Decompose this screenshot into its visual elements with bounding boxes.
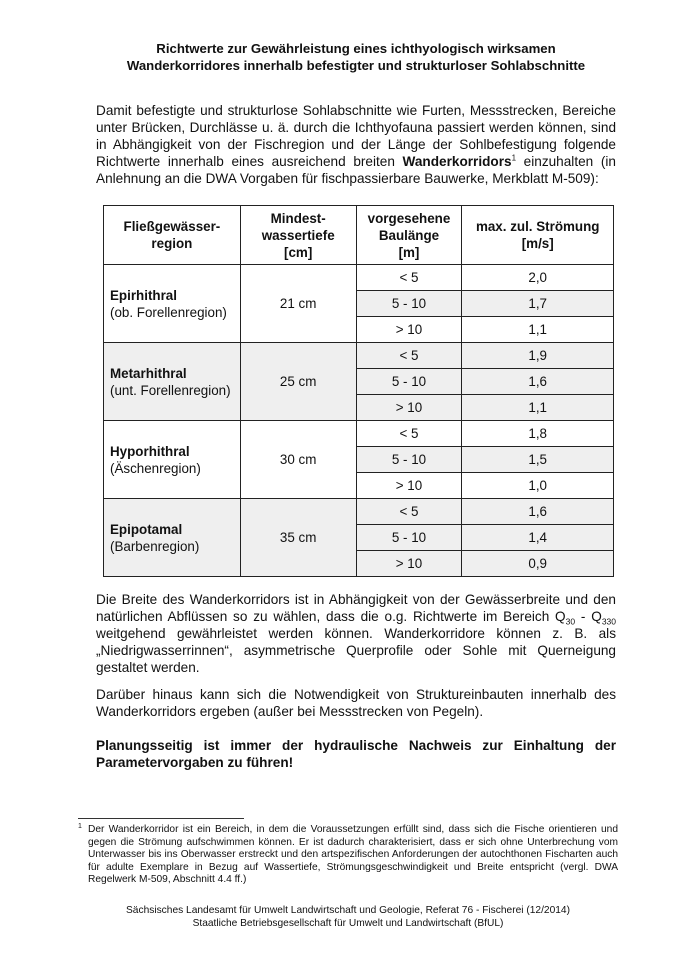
paragraph-structures: Darüber hinaus kann sich die Notwendigkeit von Struktureinbauten innerhalb des Wanderkorridors ergeben (außer bei Messstrecken von Pegeln). bbox=[96, 687, 616, 719]
p1-text-after: weitgehend gewährleistet werden können. Wanderkorridore können z. B. als „Niedrigwasserrinnen“, asymmetrische Querprofile oder Sohle mit Querneigung gestaltet werden. bbox=[96, 626, 616, 675]
length-cell: > 10 bbox=[356, 317, 462, 343]
footer-line-1: Sächsisches Landesamt für Umwelt Landwirtschaft und Geologie, Referat 76 - Fischerei (12/2014) bbox=[126, 905, 570, 916]
header-depth-line-1: Mindest- bbox=[270, 210, 326, 226]
region-subtitle: (ob. Forellenregion) bbox=[110, 304, 227, 320]
depth-cell: 21 cm bbox=[240, 265, 356, 343]
header-depth-line-3: [cm] bbox=[284, 244, 313, 260]
table-header-row bbox=[104, 206, 614, 265]
header-flow-line-1: max. zul. Strömung bbox=[475, 219, 600, 234]
region-cell bbox=[104, 421, 241, 499]
region-subtitle: (unt. Forellenregion) bbox=[110, 382, 231, 398]
guideline-table bbox=[103, 205, 614, 577]
length-cell: < 5 bbox=[356, 421, 462, 447]
header-flow-line-2: [m/s] bbox=[521, 236, 554, 251]
length-cell: < 5 bbox=[356, 499, 462, 525]
depth-cell: 25 cm bbox=[240, 343, 356, 421]
footnote-text: Der Wanderkorridor ist ein Bereich, in dem die Voraussetzungen erfüllt sind, dass sich die Fische orientieren und gegen die Strömung aufschwimmen können. Er ist dadurch charakterisiert, dass er sich ohne Unterbrechung vom Unterwasser bis ins Oberwasser erstreckt und den artspezifischen Anforderungen der autochthonen Fischarten auch für adulte Exemplare in Bezug auf Wassertiefe, Strömungsgeschwindigkeit und Breite entspricht (vergl. DWA Regelwerk M-509, Abschnitt 4.4 ff.) bbox=[88, 824, 618, 886]
flow-cell: 1,6 bbox=[462, 499, 614, 525]
region-cell bbox=[104, 343, 241, 421]
flow-cell: 2,0 bbox=[462, 265, 614, 291]
region-subtitle: (Äschenregion) bbox=[110, 460, 201, 476]
intro-paragraph bbox=[96, 102, 616, 187]
header-length-line-3: [m] bbox=[398, 244, 420, 260]
footnote-divider bbox=[78, 818, 244, 819]
region-name: Epipotamal bbox=[110, 521, 183, 537]
table-row bbox=[104, 343, 614, 369]
footnote-number: 1 bbox=[78, 823, 82, 830]
p1-subscript-2: 330 bbox=[601, 616, 617, 627]
length-cell: 5 - 10 bbox=[356, 447, 462, 473]
p1-subscript-1: 30 bbox=[565, 616, 576, 627]
depth-cell: 35 cm bbox=[240, 499, 356, 577]
length-cell: > 10 bbox=[356, 473, 462, 499]
intro-text-before: Damit befestigte und strukturlose Sohlabschnitte wie Furten, Messstrecken, Bereiche unter Brücken, Durchlässe u. ä. durch die Ichthyofauna passiert werden können, sind in Abhängigkeit von der Fischregion und der Länge der Sohlbefestigung folgende Richtwerte innerhalb eines ausreichend breiten bbox=[96, 103, 616, 169]
flow-cell: 1,6 bbox=[462, 369, 614, 395]
region-subtitle: (Barbenregion) bbox=[110, 538, 200, 554]
header-region bbox=[104, 206, 241, 265]
title-line-1: Richtwerte zur Gewährleistung eines ichthyologisch wirksamen bbox=[156, 41, 556, 56]
length-cell: 5 - 10 bbox=[356, 291, 462, 317]
length-cell: > 10 bbox=[356, 551, 462, 577]
region-name: Epirhithral bbox=[110, 287, 177, 303]
region-cell bbox=[104, 265, 241, 343]
paragraph-corridor-width bbox=[96, 591, 616, 676]
flow-cell: 0,9 bbox=[462, 551, 614, 577]
footnote bbox=[78, 824, 618, 887]
flow-cell: 1,7 bbox=[462, 291, 614, 317]
header-depth-line-2: wassertiefe bbox=[261, 227, 335, 243]
flow-cell: 1,5 bbox=[462, 447, 614, 473]
flow-cell: 1,0 bbox=[462, 473, 614, 499]
intro-text-after: einzuhalten (in Anlehnung an die DWA Vorgaben für fischpassierbare Bauwerke, Merkblatt M-509): bbox=[96, 154, 616, 186]
footer-line-2: Staatliche Betriebsgesellschaft für Umwelt und Landwirtschaft (BfUL) bbox=[192, 917, 504, 929]
flow-cell: 1,1 bbox=[462, 395, 614, 421]
header-length-line-2: Baulänge bbox=[378, 227, 440, 243]
document-title bbox=[96, 40, 616, 74]
table-row bbox=[104, 499, 614, 525]
region-name: Hyporhithral bbox=[110, 443, 190, 459]
header-length bbox=[356, 206, 462, 265]
page-footer bbox=[78, 905, 618, 930]
header-max-flow bbox=[462, 206, 614, 265]
length-cell: < 5 bbox=[356, 343, 462, 369]
intro-footnote-mark: 1 bbox=[511, 153, 517, 163]
depth-cell: 30 cm bbox=[240, 421, 356, 499]
length-cell: 5 - 10 bbox=[356, 369, 462, 395]
table-row bbox=[104, 265, 614, 291]
flow-cell: 1,1 bbox=[462, 317, 614, 343]
header-region-line-2: region bbox=[151, 236, 193, 251]
header-min-depth bbox=[240, 206, 356, 265]
flow-cell: 1,9 bbox=[462, 343, 614, 369]
length-cell: > 10 bbox=[356, 395, 462, 421]
paragraph-hydraulic-proof: Planungsseitig ist immer der hydraulische Nachweis zur Einhaltung der Parametervorgaben zu führen! bbox=[96, 738, 616, 770]
header-length-line-1: vorgesehene bbox=[367, 210, 451, 226]
p1-text-before: Die Breite des Wanderkorridors ist in Abhängigkeit von der Gewässerbreite und den natürlichen Abflüssen so zu wählen, dass die o.g. Richtwerte im Bereich Q bbox=[96, 592, 616, 624]
length-cell: 5 - 10 bbox=[356, 525, 462, 551]
flow-cell: 1,4 bbox=[462, 525, 614, 551]
intro-bold-term: Wanderkorridors bbox=[402, 154, 512, 169]
p1-text-middle: - Q bbox=[575, 609, 602, 624]
header-region-line-1: Fließgewässer- bbox=[123, 219, 221, 234]
title-line-2: Wanderkorridores innerhalb befestigter und strukturloser Sohlabschnitte bbox=[126, 58, 586, 73]
flow-cell: 1,8 bbox=[462, 421, 614, 447]
region-cell bbox=[104, 499, 241, 577]
region-name: Metarhithral bbox=[110, 365, 187, 381]
length-cell: < 5 bbox=[356, 265, 462, 291]
table-row bbox=[104, 421, 614, 447]
